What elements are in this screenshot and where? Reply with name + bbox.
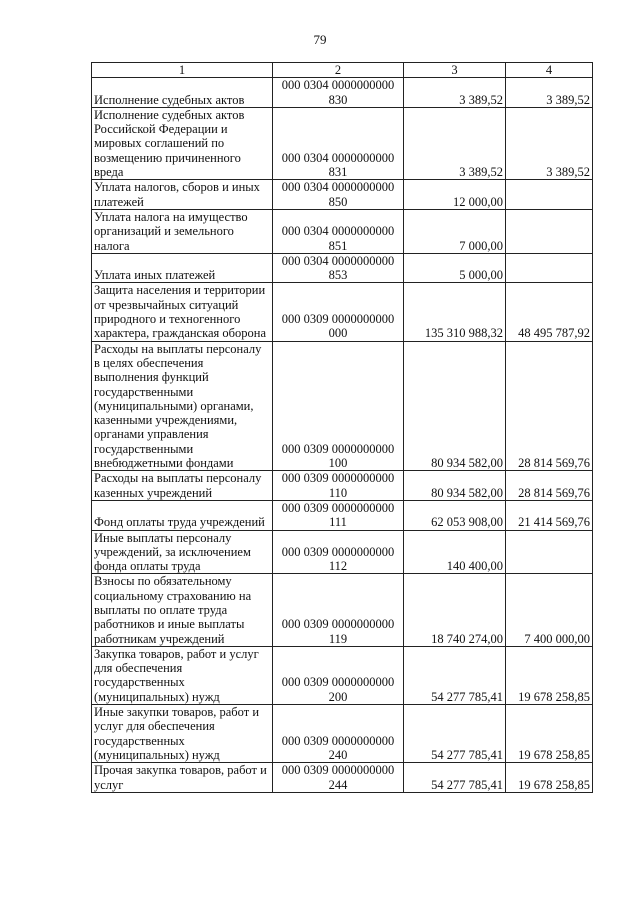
row-col3-value-cell: 80 934 582,00 <box>404 341 506 471</box>
row-code-cell: 000 0304 0000000000 830 <box>273 78 404 108</box>
row-col4-value-cell <box>506 209 593 253</box>
row-col3-value-cell: 12 000,00 <box>404 180 506 210</box>
page-number: 79 <box>313 32 327 47</box>
row-col3-value-cell: 62 053 908,00 <box>404 500 506 530</box>
table-row <box>92 500 593 530</box>
row-code-cell: 000 0304 0000000000 831 <box>273 107 404 179</box>
row-col3-value-cell: 54 277 785,41 <box>404 646 506 704</box>
row-col4-value-cell: 28 814 569,76 <box>506 471 593 501</box>
row-code-cell: 000 0309 0000000000 244 <box>273 763 404 793</box>
table-row <box>92 763 593 793</box>
row-col4-value-cell: 48 495 787,92 <box>506 283 593 341</box>
row-col3-value-cell: 5 000,00 <box>404 253 506 283</box>
row-name-cell: Расходы на выплаты персоналу в целях обеспечения выполнения функций государственными (муниципальными) органами, казенными учреждениями, органами управления государственными внебюджетными фондами <box>92 341 273 471</box>
table-row <box>92 253 593 283</box>
row-col3-value-cell: 18 740 274,00 <box>404 574 506 646</box>
row-col4-value-cell: 19 678 258,85 <box>506 646 593 704</box>
row-col4-value-cell <box>506 180 593 210</box>
row-name-cell: Иные закупки товаров, работ и услуг для обеспечения государственных (муниципальных) нужд <box>92 705 273 763</box>
row-name-cell: Иные выплаты персоналу учреждений, за исключением фонда оплаты труда <box>92 530 273 574</box>
row-name-cell: Фонд оплаты труда учреждений <box>92 500 273 530</box>
row-name-cell: Прочая закупка товаров, работ и услуг <box>92 763 273 793</box>
row-code-cell: 000 0309 0000000000 200 <box>273 646 404 704</box>
row-name-cell: Уплата налогов, сборов и иных платежей <box>92 180 273 210</box>
row-name-cell: Защита населения и территории от чрезвычайных ситуаций природного и техногенного характера, гражданская оборона <box>92 283 273 341</box>
row-code-cell: 000 0309 0000000000 000 <box>273 283 404 341</box>
row-col3-value-cell: 54 277 785,41 <box>404 705 506 763</box>
row-col4-value-cell: 28 814 569,76 <box>506 341 593 471</box>
row-col4-value-cell <box>506 530 593 574</box>
row-code-cell: 000 0309 0000000000 111 <box>273 500 404 530</box>
table-row <box>92 283 593 341</box>
row-col3-value-cell: 135 310 988,32 <box>404 283 506 341</box>
row-col4-value-cell: 21 414 569,76 <box>506 500 593 530</box>
row-name-cell: Закупка товаров, работ и услуг для обеспечения государственных (муниципальных) нужд <box>92 646 273 704</box>
row-code-cell: 000 0304 0000000000 853 <box>273 253 404 283</box>
row-col4-value-cell: 3 389,52 <box>506 107 593 179</box>
row-code-cell: 000 0309 0000000000 112 <box>273 530 404 574</box>
header-row <box>92 63 593 78</box>
table-row <box>92 78 593 108</box>
row-col3-value-cell: 7 000,00 <box>404 209 506 253</box>
row-name-cell: Исполнение судебных актов Российской Федерации и мировых соглашений по возмещению причиненного вреда <box>92 107 273 179</box>
table-row <box>92 646 593 704</box>
row-name-cell: Уплата иных платежей <box>92 253 273 283</box>
column-header-2: 2 <box>273 63 404 78</box>
table-row <box>92 209 593 253</box>
table-row <box>92 180 593 210</box>
row-name-cell: Уплата налога на имущество организаций и земельного налога <box>92 209 273 253</box>
row-col3-value-cell: 3 389,52 <box>404 78 506 108</box>
column-header-3: 3 <box>404 63 506 78</box>
row-code-cell: 000 0309 0000000000 110 <box>273 471 404 501</box>
row-col3-value-cell: 3 389,52 <box>404 107 506 179</box>
table-row <box>92 574 593 646</box>
row-name-cell: Исполнение судебных актов <box>92 78 273 108</box>
table-body <box>92 78 593 793</box>
row-col4-value-cell: 7 400 000,00 <box>506 574 593 646</box>
budget-table <box>91 62 593 793</box>
table-row <box>92 107 593 179</box>
row-col3-value-cell: 54 277 785,41 <box>404 763 506 793</box>
row-code-cell: 000 0309 0000000000 119 <box>273 574 404 646</box>
row-col4-value-cell: 3 389,52 <box>506 78 593 108</box>
row-col4-value-cell: 19 678 258,85 <box>506 705 593 763</box>
row-name-cell: Расходы на выплаты персоналу казенных учреждений <box>92 471 273 501</box>
row-code-cell: 000 0309 0000000000 240 <box>273 705 404 763</box>
row-name-cell: Взносы по обязательному социальному страхованию на выплаты по оплате труда работников и иные выплаты работникам учреждений <box>92 574 273 646</box>
table-row <box>92 705 593 763</box>
row-col4-value-cell <box>506 253 593 283</box>
row-col3-value-cell: 140 400,00 <box>404 530 506 574</box>
table-row <box>92 530 593 574</box>
table-row <box>92 341 593 471</box>
row-code-cell: 000 0309 0000000000 100 <box>273 341 404 471</box>
table-row <box>92 471 593 501</box>
column-header-4: 4 <box>506 63 593 78</box>
row-col4-value-cell: 19 678 258,85 <box>506 763 593 793</box>
row-col3-value-cell: 80 934 582,00 <box>404 471 506 501</box>
row-code-cell: 000 0304 0000000000 851 <box>273 209 404 253</box>
row-code-cell: 000 0304 0000000000 850 <box>273 180 404 210</box>
column-header-1: 1 <box>92 63 273 78</box>
